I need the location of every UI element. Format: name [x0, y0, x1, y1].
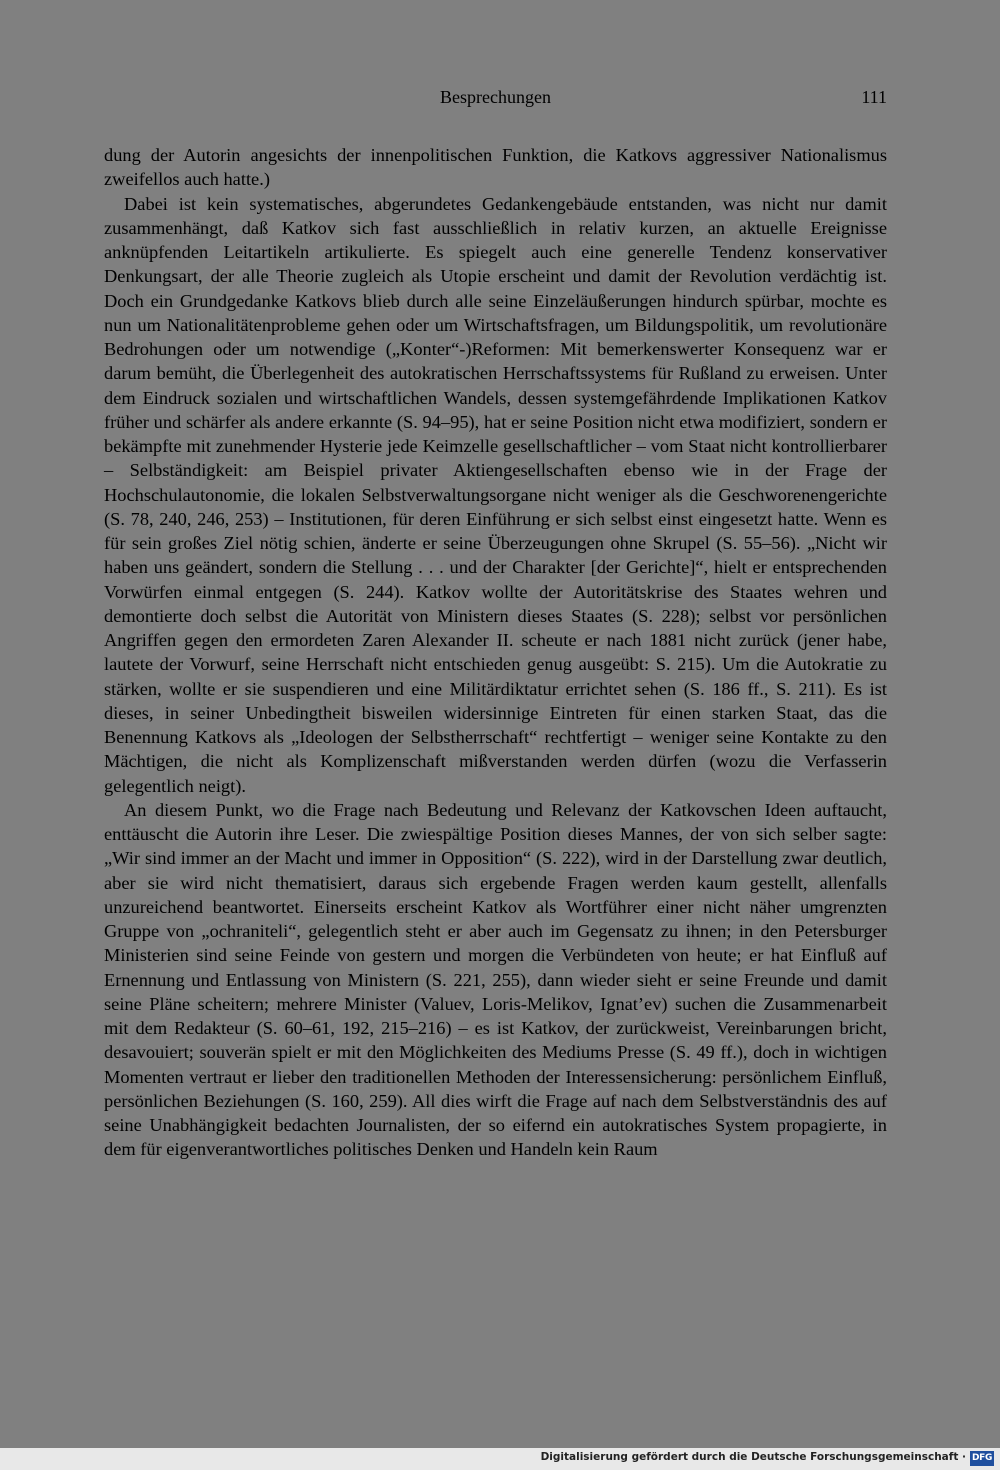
- body-text: [104, 143, 887, 1162]
- paragraph: Dabei ist kein systematisches, abgerundetes Gedankengebäude entstanden, was nicht nur damit zusammenhängt, daß Katkov sich fast ausschließlich in relativ kurzen, an aktuelle Ereignisse anknüpfenden Leitartikeln artikulierte. Es spiegelt auch eine generelle Tendenz konservativer Denkungsart, der alle Theorie zugleich als Utopie erscheint und damit der Revolution verdächtig ist. Doch ein Grundgedanke Katkovs blieb durch alle seine Einzeläußerungen hindurch spürbar, mochte es nun um Nationalitätenprobleme gehen oder um Wirtschaftsfragen, um Bildungspolitik, um revolutionäre Bedrohungen oder um notwendige („Konter“-)Reformen: Mit bemerkenswerter Konsequenz war er darum bemüht, die Überlegenheit des autokratischen Herrschaftssystems für Rußland zu erweisen. Unter dem Eindruck sozialen und wirtschaftlichen Wandels, dessen systemgefährdende Implikationen Katkov früher und schärfer als andere erkannte (S. 94–95), hat er seine Position nicht etwa modifiziert, sondern er bekämpfte mit zunehmender Hysterie jede Keimzelle gesellschaftlicher – vom Staat nicht kontrollierbarer – Selbständigkeit: am Beispiel privater Aktiengesellschaften ebenso wie in der Frage der Hochschulautonomie, die lokalen Selbstverwaltungsorgane nicht weniger als die Geschworenengerichte (S. 78, 240, 246, 253) – Institutionen, für deren Einführung er sich selbst einst eingesetzt hatte. Wenn es für sein großes Ziel nötig schien, änderte er seine Überzeugungen ohne Skrupel (S. 55–56). „Nicht wir haben uns geändert, sondern die Stellung . . . und der Charakter [der Gerichte]“, hielt er entsprechenden Vorwürfen einmal entgegen (S. 244). Katkov wollte der Autoritätskrise des Staates wehren und demontierte doch selbst die Autorität von Ministern dieses Staates (S. 228); selbst vor persönlichen Angriffen gegen den ermordeten Zaren Alexander II. scheute er nach 1881 nicht zurück (jener habe, lautete der Vorwurf, seine Herrschaft nicht entschieden genug ausgeübt: S. 215). Um die Autokratie zu stärken, wollte er sie suspendieren und eine Militärdiktatur errichtet sehen (S. 186 ff., S. 211). Es ist dieses, in seiner Unbedingtheit bisweilen widersinnige Eintreten für einen starken Staat, das die Benennung Katkovs als „Ideologen der Selbstherrschaft“ rechtfertigt – weniger seine Kontakte zu den Mächtigen, die nicht als Komplizenschaft mißverstanden werden dürfen (wozu die Verfasserin gelegentlich neigt).: [104, 193, 887, 796]
- page-number: 111: [861, 87, 887, 107]
- dfg-logo-icon: DFG: [970, 1451, 994, 1466]
- funding-credit: Digitalisierung gefördert durch die Deutsche Forschungsgemeinschaft ·: [540, 1451, 966, 1463]
- section-title: Besprechungen: [440, 87, 551, 107]
- digitization-footer: [0, 1448, 1000, 1470]
- paragraph-continuation: dung der Autorin angesichts der innenpolitischen Funktion, die Katkovs aggressiver Nationalismus zweifellos auch hatte.): [104, 145, 887, 190]
- paragraph: An diesem Punkt, wo die Frage nach Bedeutung und Relevanz der Katkovschen Ideen auftaucht, enttäuscht die Autorin ihre Leser. Die zwiespältige Position dieses Mannes, der von sich selber sagte: „Wir sind immer an der Macht und immer in Opposition“ (S. 222), wird in der Darstellung zwar deutlich, aber sie wird nicht thematisiert, daraus sich ergebende Fragen werden kaum gestellt, allenfalls unzureichend beantwortet. Einerseits erscheint Katkov als Wortführer einer nicht näher umgrenzten Gruppe von „ochraniteli“, gelegentlich steht er aber auch im Gegensatz zu ihnen; in den Petersburger Ministerien sind seine Feinde von gestern und morgen die Verbündeten von heute; er hat Einfluß auf Ernennung und Entlassung von Ministern (S. 221, 255), dann wieder sieht er seine Freunde und damit seine Pläne scheitern; mehrere Minister (Valuev, Loris-Melikov, Ignat’ev) suchen die Zusammenarbeit mit dem Redakteur (S. 60–61, 192, 215–216) – es ist Katkov, der zurückweist, Vereinbarungen bricht, desavouiert; souverän spielt er mit den Möglichkeiten des Mediums Presse (S. 49 ff.), doch in wichtigen Momenten vertraut er lieber den traditionellen Methoden der Interessensicherung: persönlichem Einfluß, persönlichen Beziehungen (S. 160, 259). All dies wirft die Frage auf nach dem Selbstverständnis des auf seine Unabhängigkeit bedachten Journalisten, der so eifernd ein autokratisches System propagierte, in dem für eigenverantwortliches politisches Denken und Handeln kein Raum: [104, 799, 887, 1160]
- running-head: [104, 87, 887, 113]
